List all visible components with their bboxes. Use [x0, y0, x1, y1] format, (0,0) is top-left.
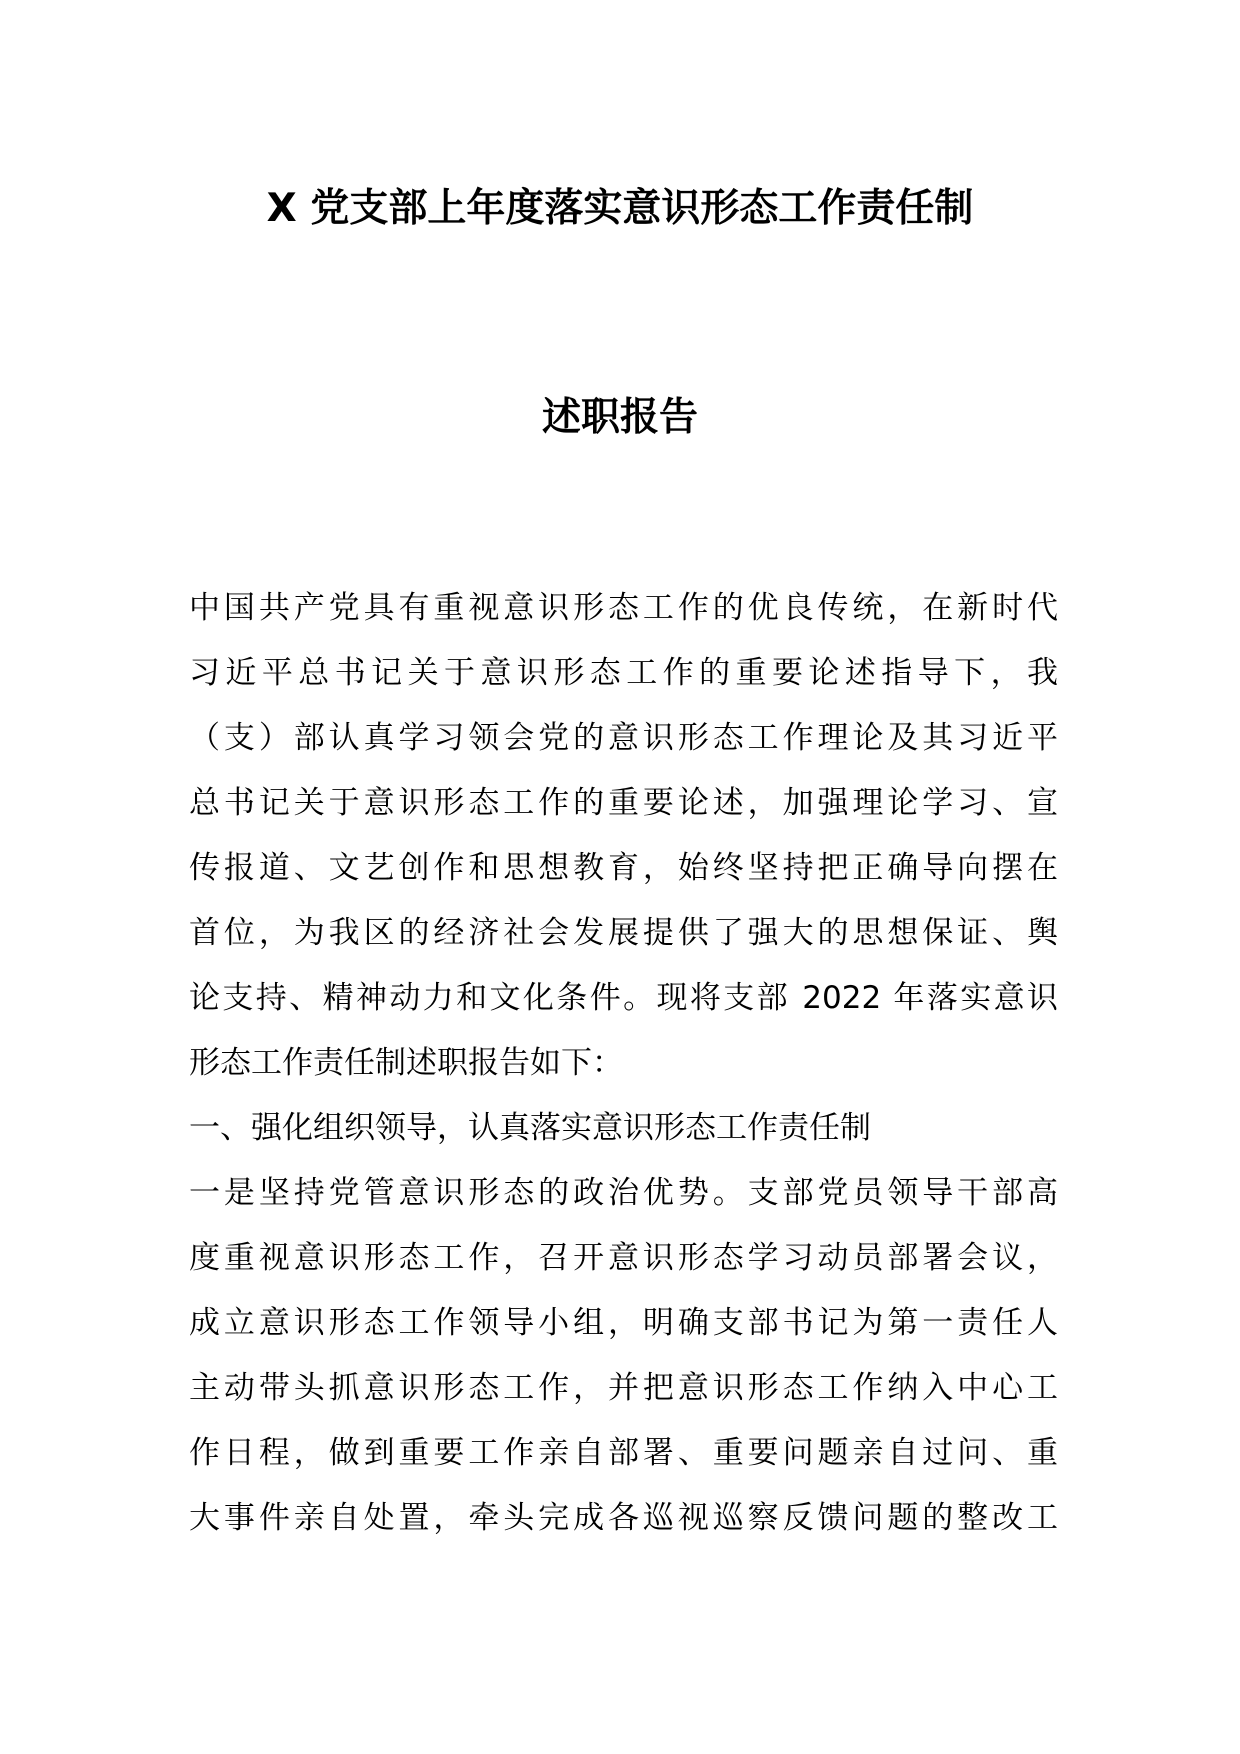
body-line: 中国共产党具有重视意识形态工作的优良传统，在新时代: [189, 590, 1058, 626]
body-line: 大事件亲自处置，牵头完成各巡视巡察反馈问题的整改工: [189, 1500, 1058, 1536]
body-line: 作日程，做到重要工作亲自部署、重要问题亲自过问、重: [189, 1435, 1058, 1471]
body-line: 度重视意识形态工作，召开意识形态学习动员部署会议，: [189, 1240, 1058, 1276]
section-heading: 一、强化组织领导，认真落实意识形态工作责任制: [189, 1110, 871, 1146]
body-line: 形态工作责任制述职报告如下：: [189, 1045, 623, 1081]
body-line: 首位，为我区的经济社会发展提供了强大的思想保证、舆: [189, 915, 1058, 951]
document-title-line-2: 述职报告: [541, 395, 698, 440]
document-title-line-1: X 党支部上年度落实意识形态工作责任制: [266, 186, 974, 231]
body-line: 主动带头抓意识形态工作，并把意识形态工作纳入中心工: [189, 1370, 1058, 1406]
body-line: 习近平总书记关于意识形态工作的重要论述指导下，我: [189, 655, 1058, 691]
body-line: （支）部认真学习领会党的意识形态工作理论及其习近平: [189, 720, 1058, 756]
body-line: 总书记关于意识形态工作的重要论述，加强理论学习、宣: [189, 785, 1058, 821]
body-line: 一是坚持党管意识形态的政治优势。支部党员领导干部高: [189, 1175, 1058, 1211]
body-line: 论支持、精神动力和文化条件。现将支部 2022 年落实意识: [189, 980, 1058, 1016]
body-line: 传报道、文艺创作和思想教育，始终坚持把正确导向摆在: [189, 850, 1058, 886]
document-body: [189, 576, 1058, 1551]
body-line: 成立意识形态工作领导小组，明确支部书记为第一责任人: [189, 1305, 1058, 1341]
